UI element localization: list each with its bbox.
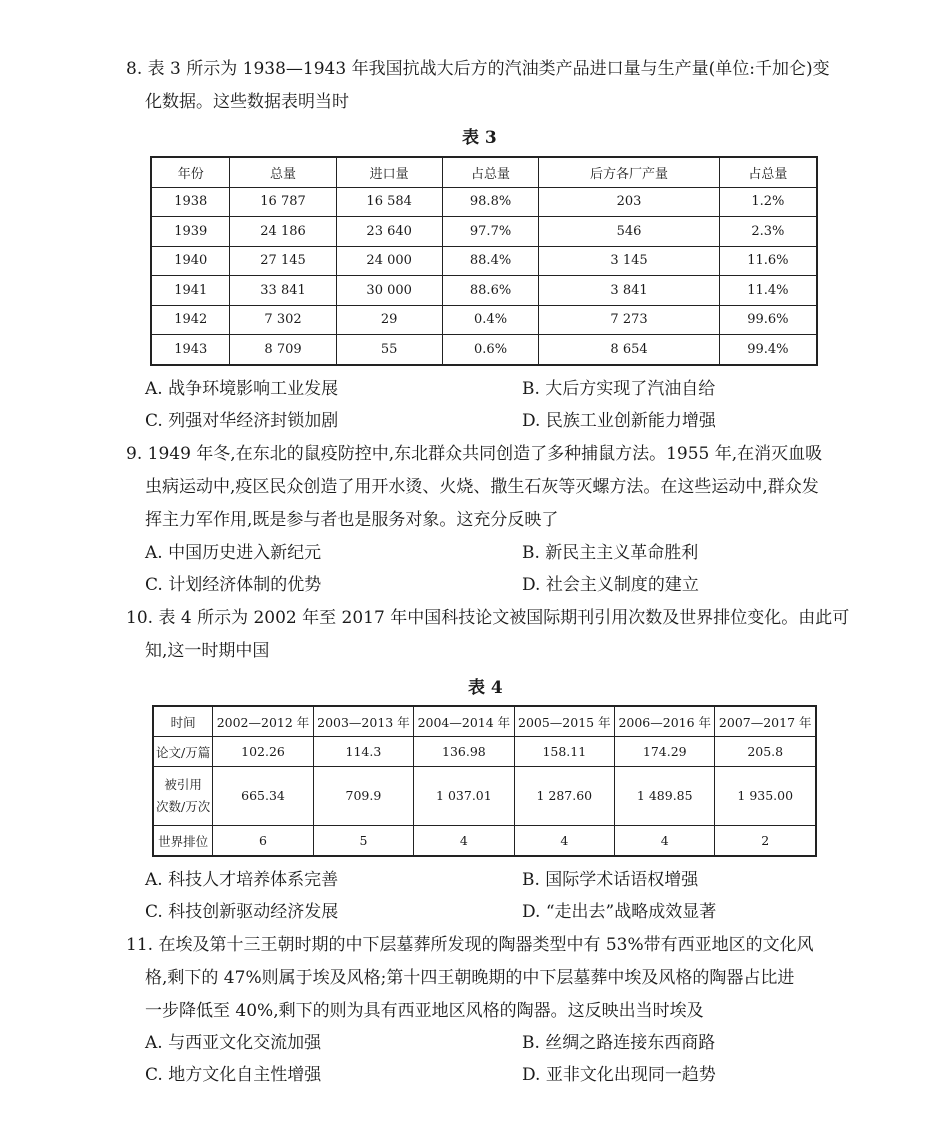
table-cell: 30 000 — [336, 276, 442, 306]
table-cell: 546 — [539, 217, 719, 247]
table-3-header: 总量 — [230, 157, 336, 187]
q11-stem-line-2: 格,剩下的 47%则属于埃及风格;第十四王朝晚期的中下层墓葬中埃及风格的陶器占比进 — [145, 968, 795, 988]
table-cell: 1938 — [151, 187, 230, 217]
table-cell: 203 — [539, 187, 719, 217]
q8-option-c: C. 列强对华经济封锁加剧 — [145, 411, 339, 431]
table-cell: 5 — [313, 826, 413, 857]
q9-option-a: A. 中国历史进入新纪元 — [145, 543, 322, 563]
q9-option-d: D. 社会主义制度的建立 — [522, 575, 699, 595]
table-cell: 24 000 — [336, 246, 442, 276]
table-row — [151, 305, 817, 335]
table-cell: 102.26 — [213, 737, 313, 767]
table-cell: 99.4% — [719, 335, 817, 365]
q9-stem-line-2: 虫病运动中,疫区民众创造了用开水烫、火烧、撒生石灰等灭螺方法。在这些运动中,群众发 — [145, 477, 819, 497]
table-cell: 1 287.60 — [514, 767, 614, 826]
table-cell: 3 841 — [539, 276, 719, 306]
table-4-header: 2006—2016 年 — [615, 706, 715, 737]
table-cell: 27 145 — [230, 246, 336, 276]
q10-option-b: B. 国际学术话语权增强 — [522, 870, 699, 890]
table-cell: 4 — [414, 826, 514, 857]
q9-option-b: B. 新民主主义革命胜利 — [522, 543, 699, 563]
table-cell: 88.6% — [442, 276, 539, 306]
table-cell: 0.4% — [442, 305, 539, 335]
table-4-header-row — [153, 706, 816, 737]
table-cell: 55 — [336, 335, 442, 365]
table-cell: 136.98 — [414, 737, 514, 767]
table-cell: 8 654 — [539, 335, 719, 365]
q8-option-d: D. 民族工业创新能力增强 — [522, 411, 716, 431]
table-cell: 709.9 — [313, 767, 413, 826]
table-cell: 11.6% — [719, 246, 817, 276]
table-4-header: 2002—2012 年 — [213, 706, 313, 737]
table-row — [153, 767, 816, 826]
table-cell: 88.4% — [442, 246, 539, 276]
q10-option-a: A. 科技人才培养体系完善 — [145, 870, 339, 890]
table-row — [151, 246, 817, 276]
q11-option-b: B. 丝绸之路连接东西商路 — [522, 1033, 716, 1053]
table-cell: 7 302 — [230, 305, 336, 335]
row-label: 论文/万篇 — [153, 737, 213, 767]
table-cell: 0.6% — [442, 335, 539, 365]
table-cell: 2 — [715, 826, 816, 857]
table-row — [151, 217, 817, 247]
table-cell: 1 935.00 — [715, 767, 816, 826]
q11-stem-line-1: 11. 在埃及第十三王朝时期的中下层墓葬所发现的陶器类型中有 53%带有西亚地区的文化风 — [126, 935, 814, 955]
table-3-header: 年份 — [151, 157, 230, 187]
table-cell: 33 841 — [230, 276, 336, 306]
table-cell: 99.6% — [719, 305, 817, 335]
table-cell: 1 037.01 — [414, 767, 514, 826]
q9-stem-line-1: 9. 1949 年冬,在东北的鼠疫防控中,东北群众共同创造了多种捕鼠方法。1955 年,在消灭血吸 — [126, 444, 823, 464]
table-row — [153, 826, 816, 857]
table-3-header: 进口量 — [336, 157, 442, 187]
table-cell: 4 — [615, 826, 715, 857]
table-cell: 1943 — [151, 335, 230, 365]
q10-stem-line-1: 10. 表 4 所示为 2002 年至 2017 年中国科技论文被国际期刊引用次数及世界排位变化。由此可 — [126, 608, 850, 628]
table-cell: 114.3 — [313, 737, 413, 767]
table-cell: 97.7% — [442, 217, 539, 247]
table-cell: 158.11 — [514, 737, 614, 767]
table-3-header: 后方各厂产量 — [539, 157, 719, 187]
table-4-header: 2007—2017 年 — [715, 706, 816, 737]
table-4 — [152, 705, 817, 857]
table-3 — [150, 156, 818, 366]
table-row — [151, 276, 817, 306]
row-label — [153, 767, 213, 826]
q10-option-d: D. “走出去”战略成效显著 — [522, 902, 717, 922]
table-cell: 205.8 — [715, 737, 816, 767]
table-4-header: 时间 — [153, 706, 213, 737]
table-cell: 6 — [213, 826, 313, 857]
table-4-header: 2004—2014 年 — [414, 706, 514, 737]
table-cell: 23 640 — [336, 217, 442, 247]
table-cell: 1941 — [151, 276, 230, 306]
table-cell: 174.29 — [615, 737, 715, 767]
q9-stem-line-3: 挥主力军作用,既是参与者也是服务对象。这充分反映了 — [145, 510, 559, 530]
q10-option-c: C. 科技创新驱动经济发展 — [145, 902, 339, 922]
row-label: 世界排位 — [153, 826, 213, 857]
q10-stem-line-2: 知,这一时期中国 — [145, 641, 270, 661]
table-cell: 665.34 — [213, 767, 313, 826]
q8-stem-line-1: 8. 表 3 所示为 1938—1943 年我国抗战大后方的汽油类产品进口量与生产量(单位:千加仑)变 — [126, 59, 830, 79]
table-cell: 16 584 — [336, 187, 442, 217]
table-row — [151, 187, 817, 217]
row-label-line: 被引用 — [164, 777, 202, 792]
table-cell: 8 709 — [230, 335, 336, 365]
table-cell: 1939 — [151, 217, 230, 247]
q8-option-b: B. 大后方实现了汽油自给 — [522, 379, 716, 399]
q9-option-c: C. 计划经济体制的优势 — [145, 575, 322, 595]
q8-stem-line-2: 化数据。这些数据表明当时 — [145, 92, 349, 112]
table-cell: 98.8% — [442, 187, 539, 217]
table-cell: 24 186 — [230, 217, 336, 247]
table-cell: 1942 — [151, 305, 230, 335]
q11-option-c: C. 地方文化自主性增强 — [145, 1065, 322, 1085]
table-3-caption: 表 3 — [462, 128, 497, 148]
table-4-header: 2003—2013 年 — [313, 706, 413, 737]
q8-option-a: A. 战争环境影响工业发展 — [145, 379, 339, 399]
table-cell: 3 145 — [539, 246, 719, 276]
q11-option-a: A. 与西亚文化交流加强 — [145, 1033, 322, 1053]
table-cell: 29 — [336, 305, 442, 335]
table-row — [151, 335, 817, 365]
table-cell: 11.4% — [719, 276, 817, 306]
table-3-header: 占总量 — [442, 157, 539, 187]
table-cell: 1 489.85 — [615, 767, 715, 826]
table-cell: 1940 — [151, 246, 230, 276]
table-cell: 2.3% — [719, 217, 817, 247]
row-label-line: 次数/万次 — [156, 799, 211, 814]
q11-option-d: D. 亚非文化出现同一趋势 — [522, 1065, 716, 1085]
table-row — [153, 737, 816, 767]
table-4-header: 2005—2015 年 — [514, 706, 614, 737]
q11-stem-line-3: 一步降低至 40%,剩下的则为具有西亚地区风格的陶器。这反映出当时埃及 — [145, 1001, 704, 1021]
table-3-header-row — [151, 157, 817, 187]
table-cell: 7 273 — [539, 305, 719, 335]
table-cell: 1.2% — [719, 187, 817, 217]
table-4-caption: 表 4 — [468, 678, 503, 698]
table-cell: 4 — [514, 826, 614, 857]
table-3-header: 占总量 — [719, 157, 817, 187]
table-cell: 16 787 — [230, 187, 336, 217]
